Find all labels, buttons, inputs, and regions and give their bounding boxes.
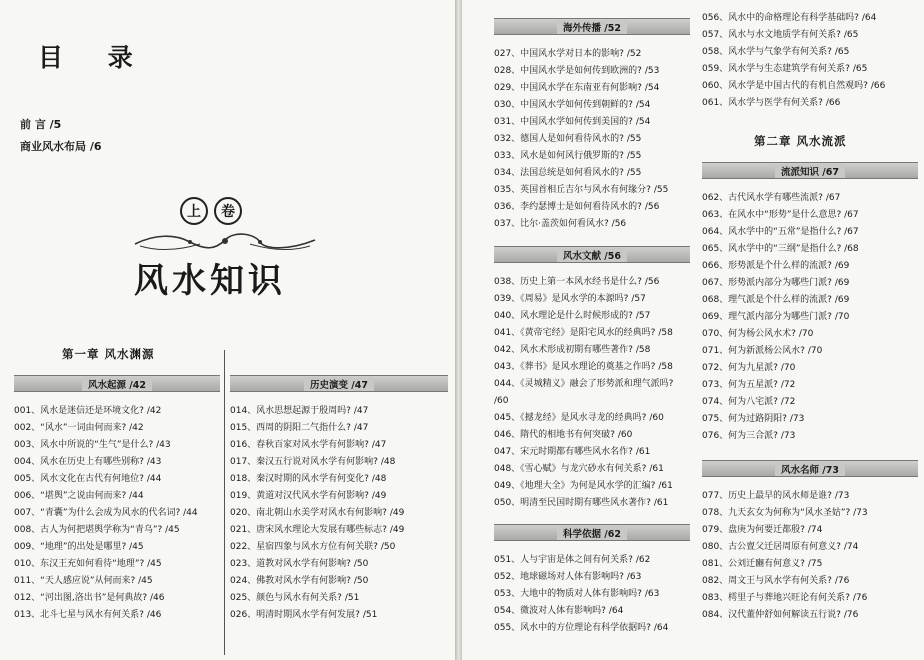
toc-entry[interactable]: 063、在风水中“形势”是什么意思? /67: [702, 210, 859, 220]
toc-entry[interactable]: 082、周文王与风水学有何关系? /76: [702, 576, 850, 586]
volume-label: [180, 197, 242, 225]
volume-char-circle: 上: [180, 197, 208, 225]
toc-entry[interactable]: 084、汉代董仲舒如何解读五行说? /76: [702, 610, 859, 620]
toc-entry[interactable]: 019、黄道对汉代风水学有何影响? /49: [230, 491, 387, 501]
toc-entry[interactable]: 060、风水学是中国古代的有机自然观吗? /66: [702, 81, 886, 91]
front-matter-business-layout[interactable]: 商业风水布局 /6: [20, 140, 102, 153]
toc-entry[interactable]: 039、《周易》是风水学的本源吗? /57: [494, 294, 646, 304]
toc-entry[interactable]: 029、中国风水学在东南亚有何影响? /54: [494, 83, 660, 93]
toc-entry[interactable]: 058、风水学与气象学有何关系? /65: [702, 47, 850, 57]
section-header[interactable]: 风水名师 /73: [702, 460, 918, 477]
toc-entry[interactable]: 021、唐宋风水理论大发展有哪些标志? /49: [230, 525, 405, 535]
section-header[interactable]: 科学依据 /62: [494, 524, 690, 541]
toc-entry[interactable]: 014、风水思想起源于殷周吗? /47: [230, 406, 369, 416]
toc-entry[interactable]: 073、何为五星派? /72: [702, 380, 796, 390]
section-header[interactable]: 风水起源 /42: [14, 375, 220, 392]
toc-entry[interactable]: 002、“风水”一词由何而来? /42: [14, 423, 144, 433]
toc-entry[interactable]: 066、形势派是个什么样的流派? /69: [702, 261, 850, 271]
toc-entry[interactable]: 023、道教对风水学有何影响? /50: [230, 559, 369, 569]
volume-title: 风水知识: [134, 261, 286, 301]
toc-entry[interactable]: 017、秦汉五行说对风水学有何影响? /48: [230, 457, 396, 467]
ornament-divider: [130, 232, 320, 252]
toc-entry[interactable]: 004、风水在历史上有哪些别称? /43: [14, 457, 162, 467]
toc-entry[interactable]: 026、明清时期风水学有何发展? /51: [230, 610, 378, 620]
left-page: [0, 0, 455, 660]
toc-entry[interactable]: 070、何为杨公风水术? /70: [702, 329, 814, 339]
section-schools: [702, 162, 918, 445]
toc-entry[interactable]: 061、风水学与医学有何关系? /66: [702, 98, 841, 108]
toc-entry[interactable]: 065、风水学中的“三纲”是指什么? /68: [702, 244, 859, 254]
toc-entry[interactable]: 044、《灵城精义》融会了形势派和理气派吗? /60: [494, 379, 674, 406]
toc-entry[interactable]: 032、德国人是如何看待风水的? /55: [494, 134, 642, 144]
toc-entry[interactable]: 003、风水中所说的“生气”是什么? /43: [14, 440, 171, 450]
toc-entry[interactable]: 036、李约瑟博士是如何看待风水的? /56: [494, 202, 660, 212]
toc-entry[interactable]: 074、何为八宅派? /72: [702, 397, 796, 407]
toc-entry[interactable]: 020、南北朝山水美学对风水有何影响? /49: [230, 508, 405, 518]
toc-entry[interactable]: 056、风水中的命格理论有科学基础吗? /64: [702, 13, 877, 23]
section-header[interactable]: 历史演变 /47: [230, 375, 448, 392]
chapter-title: 第二章 风水流派: [754, 134, 847, 148]
toc-entry[interactable]: 011、“天人感应说”从何而来? /45: [14, 576, 153, 586]
section-overseas: [494, 18, 690, 233]
toc-entry[interactable]: 034、法国总统是如何看风水的? /55: [494, 168, 642, 178]
chapter-title: 第一章 风水渊源: [62, 347, 155, 361]
toc-entry[interactable]: 041、《黄帝宅经》是阳宅风水的经典吗? /58: [494, 328, 673, 338]
toc-entry[interactable]: 048、《雪心赋》与龙穴砂水有何关系? /61: [494, 464, 664, 474]
toc-entry[interactable]: 006、“堪舆”之说由何而来? /44: [14, 491, 144, 501]
toc-entry[interactable]: 033、风水是如何风行俄罗斯的? /55: [494, 151, 642, 161]
section-header[interactable]: 流派知识 /67: [702, 162, 918, 179]
toc-entry[interactable]: 010、东汉王充如何看待“地理”? /45: [14, 559, 162, 569]
toc-entry[interactable]: 079、盘庚为何要迁都殷? /74: [702, 525, 823, 535]
toc-entry[interactable]: 015、西周的阴阳二气指什么? /47: [230, 423, 369, 433]
toc-entry[interactable]: 038、历史上第一本风水经书是什么? /56: [494, 277, 660, 287]
toc-entry[interactable]: 028、中国风水学是如何传到欧洲的? /53: [494, 66, 660, 76]
section-science-cont: [702, 10, 918, 112]
toc-entry[interactable]: 043、《葬书》是风水理论的奠基之作吗? /58: [494, 362, 673, 372]
toc-entry[interactable]: 016、春秋百家对风水学有何影响? /47: [230, 440, 387, 450]
toc-entry[interactable]: 080、古公亶父迁居周原有何意义? /74: [702, 542, 859, 552]
toc-entry[interactable]: 052、地球磁场对人体有影响吗? /63: [494, 572, 642, 582]
toc-entry[interactable]: 007、“青囊”为什么会成为风水的代名词? /44: [14, 508, 198, 518]
toc-entry[interactable]: 042、风水术形成初期有哪些著作? /58: [494, 345, 651, 355]
toc-entry[interactable]: 075、何为过路阴阳? /73: [702, 414, 805, 424]
toc-entry[interactable]: 045、《撼龙经》是风水寻龙的经典吗? /60: [494, 413, 664, 423]
toc-entry[interactable]: 081、公刘迁豳有何意义? /75: [702, 559, 823, 569]
toc-entry[interactable]: 076、何为三合派? /73: [702, 431, 796, 441]
book-gutter: [455, 0, 462, 660]
section-history: [230, 375, 448, 624]
toc-entry[interactable]: 053、大地中的物质对人体有影响吗? /63: [494, 589, 660, 599]
toc-entry[interactable]: 030、中国风水学如何传到朝鲜的? /54: [494, 100, 651, 110]
right-page: [462, 0, 924, 660]
toc-entry[interactable]: 012、“河出图,洛出书”是何典故? /46: [14, 593, 165, 603]
toc-entry[interactable]: 054、微波对人体有影响吗? /64: [494, 606, 624, 616]
toc-entry[interactable]: 055、风水中的方位理论有科学依据吗? /64: [494, 623, 669, 633]
toc-entry[interactable]: 051、人与宇宙是体之间有何关系? /62: [494, 555, 651, 565]
toc-entry[interactable]: 072、何为九星派? /70: [702, 363, 796, 373]
toc-entry[interactable]: 040、风水理论是什么时候形成的? /57: [494, 311, 651, 321]
section-origin: [14, 375, 220, 624]
toc-entry[interactable]: 057、风水与水文地质学有何关系? /65: [702, 30, 859, 40]
toc-entry[interactable]: 024、佛教对风水学有何影响? /50: [230, 576, 369, 586]
section-masters: [702, 460, 918, 624]
toc-entry[interactable]: 064、风水学中的“五常”是指什么? /67: [702, 227, 859, 237]
toc-entry[interactable]: 018、秦汉时期的风水学有何变化? /48: [230, 474, 387, 484]
section-header[interactable]: 海外传播 /52: [494, 18, 690, 35]
toc-entry[interactable]: 022、星宿四象与风水方位有何关联? /50: [230, 542, 396, 552]
toc-entry[interactable]: 067、形势派内部分为哪些门派? /69: [702, 278, 850, 288]
section-classics: [494, 246, 690, 512]
section-science: [494, 524, 690, 637]
toc-entry[interactable]: 009、“地理”的出处是哪里? /45: [14, 542, 144, 552]
toc-entry[interactable]: 068、理气派是个什么样的流派? /69: [702, 295, 850, 305]
toc-entry[interactable]: 047、宋元时期都有哪些风水名作? /61: [494, 447, 651, 457]
toc-entry[interactable]: 013、北斗七星与风水有何关系? /46: [14, 610, 162, 620]
toc-entry[interactable]: 071、何为新派杨公风水? /70: [702, 346, 823, 356]
toc-title: 目 录: [38, 43, 151, 72]
section-header[interactable]: 风水文献 /56: [494, 246, 690, 263]
toc-entry[interactable]: 050、明清至民国时期有哪些风水著作? /61: [494, 498, 669, 508]
toc-entry[interactable]: 037、比尔·盖茨如何看风水? /56: [494, 219, 627, 229]
volume-char-circle: 卷: [214, 197, 242, 225]
toc-entry[interactable]: 027、中国风水学对日本的影响? /52: [494, 49, 642, 59]
toc-entry[interactable]: 025、颜色与风水有何关系? /51: [230, 593, 360, 603]
toc-entry[interactable]: 049、《地理大全》为何是风水学的汇编? /61: [494, 481, 673, 491]
toc-entry[interactable]: 031、中国风水学如何传到美国的? /54: [494, 117, 651, 127]
front-matter-preface[interactable]: 前 言 /5: [20, 118, 62, 131]
toc-entry[interactable]: 046、隋代的相地书有何突破? /60: [494, 430, 633, 440]
toc-entry[interactable]: 059、风水学与生态建筑学有何关系? /65: [702, 64, 868, 74]
toc-entry[interactable]: 078、九天玄女为何称为“风水圣姑”? /73: [702, 508, 868, 518]
toc-entry[interactable]: 001、风水是迷信还是环境文化? /42: [14, 406, 162, 416]
toc-entry[interactable]: 008、古人为何把堪舆学称为“青乌”? /45: [14, 525, 180, 535]
toc-entry[interactable]: 077、历史上最早的风水师是谁? /73: [702, 491, 850, 501]
toc-entry[interactable]: 062、古代风水学有哪些流派? /67: [702, 193, 841, 203]
column-divider: [224, 350, 225, 655]
toc-entry[interactable]: 005、风水文化在古代有何地位? /44: [14, 474, 162, 484]
toc-entry[interactable]: 035、英国首相丘吉尔与风水有何缘分? /55: [494, 185, 669, 195]
toc-entry[interactable]: 069、理气派内部分为哪些门派? /70: [702, 312, 850, 322]
toc-entry[interactable]: 083、樗里子与葬地兴旺论有何关系? /76: [702, 593, 868, 603]
